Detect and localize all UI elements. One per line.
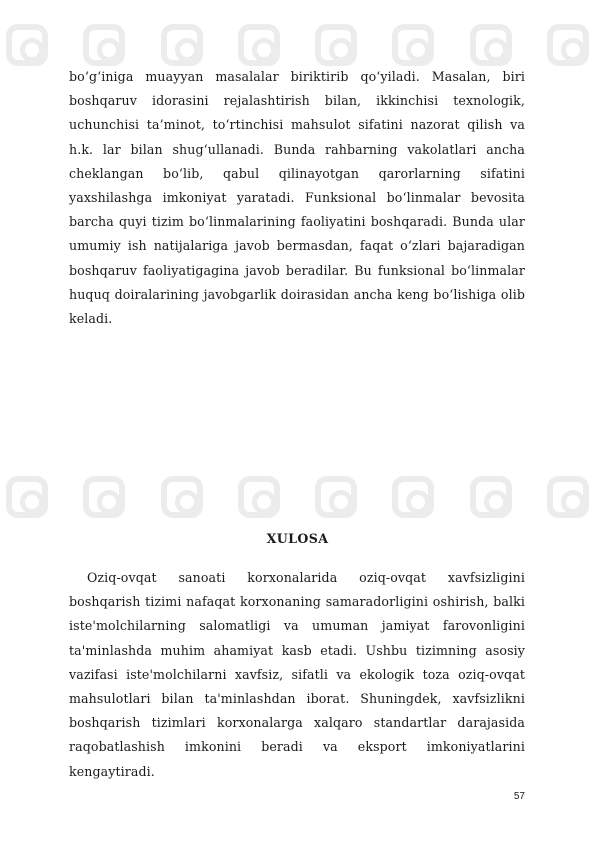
conclusion-paragraph: Oziq-ovqat sanoati korxonalarida oziq-ovqat xavfsizligini boshqarish tizimi nafaqat korxonaning samaradorligini oshirish, balki iste'molchilarning salomatligi va umuman jamiyat farovonligini ta'minlashda muhim ahamiyat kasb etadi. Ushbu tizimning asosiy vazifasi iste'molchilarni xavfsiz, sifatli va ekologik toza oziq-ovqat mahsulotlari bilan ta'minlashdan iborat. Shuningdek, xavfsizlikni boshqarish tizimlari korxonalarga xalqaro standartlar darajasida raqobatlashish imkonini beradi va eksport imkoniyatlarini kengaytiradi.	[69, 570, 525, 779]
watermark-logo-icon	[547, 24, 589, 66]
watermark-logo-icon	[392, 476, 434, 518]
watermark-logo-icon	[161, 24, 203, 66]
watermark-logo-icon	[547, 476, 589, 518]
watermark-logo-icon	[83, 24, 125, 66]
watermark-logo-icon	[470, 476, 512, 518]
watermark-logo-icon	[6, 24, 48, 66]
watermark-logo-icon	[392, 24, 434, 66]
watermark-logo-icon	[83, 476, 125, 518]
watermark-logo-icon	[238, 476, 280, 518]
watermark-logo-icon	[6, 476, 48, 518]
watermark-logo-icon	[161, 476, 203, 518]
watermark-logo-icon	[315, 476, 357, 518]
section-heading: XULOSA	[266, 531, 329, 546]
watermark-logo-icon	[470, 24, 512, 66]
watermark-logo-icon	[238, 24, 280, 66]
watermark-logo-icon	[315, 24, 357, 66]
watermark-row-top	[0, 24, 595, 66]
page-number: 57	[513, 791, 525, 802]
watermark-row-middle	[0, 476, 595, 518]
body-paragraph: bo‘g‘iniga muayyan masalalar biriktirib qo‘yiladi. Masalan, biri boshqaruv idorasini rejalashtirish bilan, ikkinchisi texnologik, uchunchisi ta’minot, to‘rtinchisi mahsulot sifatini nazorat qilish va h.k. lar bilan shug‘ullanadi. Bunda rahbarning vakolatlari ancha cheklangan bo‘lib, qabul qilinayotgan qarorlarning sifatini yaxshilashga imkoniyat yaratadi. Funksional bo‘linmalar bevosita barcha quyi tizim bo‘linmalarining faoliyatini boshqaradi. Bunda ular umumiy ish natijalariga javob bermasdan, faqat o‘zlari bajaradigan boshqaruv faoliyatigagina javob beradilar. Bu funksional bo‘linmalar huquq doiralarining javobgarlik doirasidan ancha keng bo‘lishiga olib keladi.	[69, 69, 525, 327]
